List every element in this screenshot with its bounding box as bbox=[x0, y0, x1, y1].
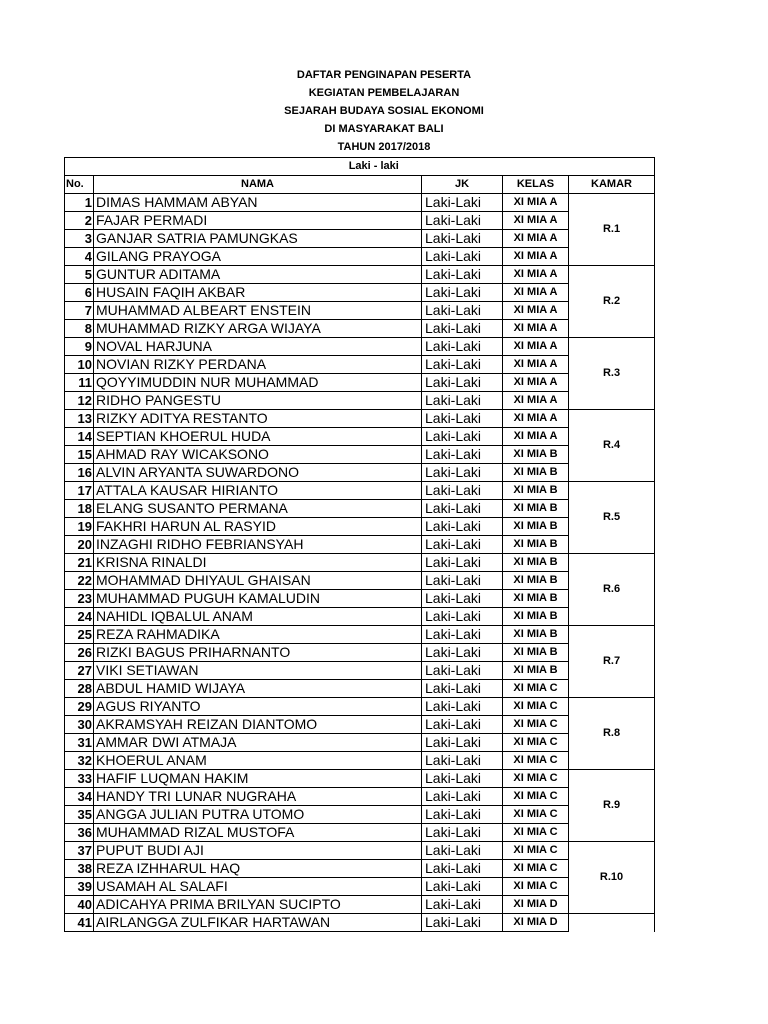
room-cell bbox=[569, 914, 655, 932]
table-row bbox=[65, 302, 655, 320]
row-number: 40 bbox=[65, 896, 94, 914]
row-kelas: XI MIA C bbox=[503, 806, 569, 824]
row-nama: REZA RAHMADIKA bbox=[94, 626, 422, 644]
room-cell: R.8 bbox=[569, 698, 655, 770]
row-nama: PUPUT BUDI AJI bbox=[94, 842, 422, 860]
table-row bbox=[65, 878, 655, 896]
row-kelas: XI MIA A bbox=[503, 428, 569, 446]
table-row bbox=[65, 572, 655, 590]
row-nama: ABDUL HAMID WIJAYA bbox=[94, 680, 422, 698]
row-kelas: XI MIA C bbox=[503, 842, 569, 860]
row-jk: Laki-Laki bbox=[422, 572, 503, 590]
row-nama: FAKHRI HARUN AL RASYID bbox=[94, 518, 422, 536]
row-number: 18 bbox=[65, 500, 94, 518]
row-kelas: XI MIA B bbox=[503, 644, 569, 662]
table-row bbox=[65, 554, 655, 572]
row-kelas: XI MIA A bbox=[503, 194, 569, 212]
row-kelas: XI MIA A bbox=[503, 266, 569, 284]
row-number: 5 bbox=[65, 266, 94, 284]
row-kelas: XI MIA B bbox=[503, 500, 569, 518]
room-cell: R.4 bbox=[569, 410, 655, 482]
table-row bbox=[65, 770, 655, 788]
row-kelas: XI MIA D bbox=[503, 896, 569, 914]
row-kelas: XI MIA B bbox=[503, 536, 569, 554]
row-jk: Laki-Laki bbox=[422, 266, 503, 284]
room-cell: R.7 bbox=[569, 626, 655, 698]
row-kelas: XI MIA C bbox=[503, 734, 569, 752]
header-no: No. bbox=[65, 176, 94, 194]
title-line: KEGIATAN PEMBELAJARAN bbox=[308, 87, 460, 99]
table-row bbox=[65, 212, 655, 230]
row-kelas: XI MIA C bbox=[503, 824, 569, 842]
table-row bbox=[65, 500, 655, 518]
room-cell: R.3 bbox=[569, 338, 655, 410]
title-line: TAHUN 2017/2018 bbox=[337, 141, 431, 153]
row-number: 29 bbox=[65, 698, 94, 716]
table-row bbox=[65, 788, 655, 806]
row-nama: AKRAMSYAH REIZAN DIANTOMO bbox=[94, 716, 422, 734]
row-jk: Laki-Laki bbox=[422, 662, 503, 680]
row-nama: RIZKY ADITYA RESTANTO bbox=[94, 410, 422, 428]
row-kelas: XI MIA A bbox=[503, 410, 569, 428]
table-row bbox=[65, 446, 655, 464]
row-nama: AIRLANGGA ZULFIKAR HARTAWAN bbox=[94, 914, 422, 932]
row-number: 30 bbox=[65, 716, 94, 734]
table-row bbox=[65, 392, 655, 410]
row-number: 37 bbox=[65, 842, 94, 860]
row-number: 34 bbox=[65, 788, 94, 806]
title-line: DAFTAR PENGINAPAN PESERTA bbox=[296, 69, 472, 81]
table-row bbox=[65, 248, 655, 266]
row-number: 28 bbox=[65, 680, 94, 698]
table-row bbox=[65, 464, 655, 482]
row-jk: Laki-Laki bbox=[422, 284, 503, 302]
table-row bbox=[65, 410, 655, 428]
row-jk: Laki-Laki bbox=[422, 338, 503, 356]
row-number: 38 bbox=[65, 860, 94, 878]
row-kelas: XI MIA B bbox=[503, 590, 569, 608]
row-kelas: XI MIA C bbox=[503, 860, 569, 878]
row-nama: ALVIN ARYANTA SUWARDONO bbox=[94, 464, 422, 482]
row-nama: INZAGHI RIDHO FEBRIANSYAH bbox=[94, 536, 422, 554]
row-nama: NAHIDL IQBALUL ANAM bbox=[94, 608, 422, 626]
row-number: 36 bbox=[65, 824, 94, 842]
row-kelas: XI MIA A bbox=[503, 230, 569, 248]
row-nama: KHOERUL ANAM bbox=[94, 752, 422, 770]
table-row bbox=[65, 644, 655, 662]
row-number: 13 bbox=[65, 410, 94, 428]
row-jk: Laki-Laki bbox=[422, 878, 503, 896]
table-row bbox=[65, 230, 655, 248]
row-kelas: XI MIA A bbox=[503, 320, 569, 338]
table-row bbox=[65, 482, 655, 500]
row-jk: Laki-Laki bbox=[422, 446, 503, 464]
row-number: 11 bbox=[65, 374, 94, 392]
row-nama: MUHAMMAD PUGUH KAMALUDIN bbox=[94, 590, 422, 608]
row-nama: MUHAMMAD RIZKY ARGA WIJAYA bbox=[94, 320, 422, 338]
row-nama: USAMAH AL SALAFI bbox=[94, 878, 422, 896]
table-row bbox=[65, 194, 655, 212]
row-kelas: XI MIA B bbox=[503, 626, 569, 644]
row-kelas: XI MIA A bbox=[503, 356, 569, 374]
row-number: 20 bbox=[65, 536, 94, 554]
row-number: 19 bbox=[65, 518, 94, 536]
row-kelas: XI MIA C bbox=[503, 770, 569, 788]
table-row bbox=[65, 518, 655, 536]
room-cell: R.9 bbox=[569, 770, 655, 842]
table-row bbox=[65, 266, 655, 284]
table-row bbox=[65, 842, 655, 860]
row-nama: AMMAR DWI ATMAJA bbox=[94, 734, 422, 752]
row-jk: Laki-Laki bbox=[422, 392, 503, 410]
row-nama: ANGGA JULIAN PUTRA UTOMO bbox=[94, 806, 422, 824]
row-jk: Laki-Laki bbox=[422, 302, 503, 320]
row-jk: Laki-Laki bbox=[422, 248, 503, 266]
table-row bbox=[65, 752, 655, 770]
row-number: 12 bbox=[65, 392, 94, 410]
row-jk: Laki-Laki bbox=[422, 230, 503, 248]
room-cell: R.2 bbox=[569, 266, 655, 338]
header-jk: JK bbox=[422, 176, 503, 194]
row-number: 14 bbox=[65, 428, 94, 446]
row-jk: Laki-Laki bbox=[422, 320, 503, 338]
row-number: 15 bbox=[65, 446, 94, 464]
row-kelas: XI MIA A bbox=[503, 248, 569, 266]
table-row bbox=[65, 356, 655, 374]
row-number: 10 bbox=[65, 356, 94, 374]
row-nama: GILANG PRAYOGA bbox=[94, 248, 422, 266]
row-nama: MOHAMMAD DHIYAUL GHAISAN bbox=[94, 572, 422, 590]
row-number: 31 bbox=[65, 734, 94, 752]
row-number: 3 bbox=[65, 230, 94, 248]
row-nama: HAFIF LUQMAN HAKIM bbox=[94, 770, 422, 788]
row-jk: Laki-Laki bbox=[422, 860, 503, 878]
row-nama: QOYYIMUDDIN NUR MUHAMMAD bbox=[94, 374, 422, 392]
header-kamar: KAMAR bbox=[569, 176, 655, 194]
row-number: 7 bbox=[65, 302, 94, 320]
row-jk: Laki-Laki bbox=[422, 716, 503, 734]
row-kelas: XI MIA B bbox=[503, 662, 569, 680]
table-row bbox=[65, 536, 655, 554]
table-row bbox=[65, 374, 655, 392]
row-nama: HANDY TRI LUNAR NUGRAHA bbox=[94, 788, 422, 806]
table-row bbox=[65, 320, 655, 338]
row-kelas: XI MIA C bbox=[503, 716, 569, 734]
participant-table bbox=[64, 157, 655, 932]
row-number: 32 bbox=[65, 752, 94, 770]
row-nama: VIKI SETIAWAN bbox=[94, 662, 422, 680]
row-jk: Laki-Laki bbox=[422, 770, 503, 788]
header-kelas: KELAS bbox=[503, 176, 569, 194]
row-number: 23 bbox=[65, 590, 94, 608]
row-number: 1 bbox=[65, 194, 94, 212]
table-row bbox=[65, 608, 655, 626]
table-row bbox=[65, 716, 655, 734]
row-kelas: XI MIA A bbox=[503, 392, 569, 410]
row-nama: AHMAD RAY WICAKSONO bbox=[94, 446, 422, 464]
table-row bbox=[65, 284, 655, 302]
row-jk: Laki-Laki bbox=[422, 752, 503, 770]
row-number: 6 bbox=[65, 284, 94, 302]
row-nama: ELANG SUSANTO PERMANA bbox=[94, 500, 422, 518]
row-kelas: XI MIA A bbox=[503, 302, 569, 320]
table-row bbox=[65, 680, 655, 698]
row-kelas: XI MIA A bbox=[503, 338, 569, 356]
row-kelas: XI MIA C bbox=[503, 680, 569, 698]
row-nama: DIMAS HAMMAM ABYAN bbox=[94, 194, 422, 212]
row-number: 24 bbox=[65, 608, 94, 626]
row-nama: RIZKI BAGUS PRIHARNANTO bbox=[94, 644, 422, 662]
title-line: SEJARAH BUDAYA SOSIAL EKONOMI bbox=[284, 105, 484, 117]
row-kelas: XI MIA B bbox=[503, 464, 569, 482]
row-nama: NOVIAN RIZKY PERDANA bbox=[94, 356, 422, 374]
section-spacer bbox=[65, 158, 94, 176]
row-jk: Laki-Laki bbox=[422, 734, 503, 752]
row-jk: Laki-Laki bbox=[422, 410, 503, 428]
row-jk: Laki-Laki bbox=[422, 428, 503, 446]
table-row bbox=[65, 914, 655, 932]
row-number: 8 bbox=[65, 320, 94, 338]
row-jk: Laki-Laki bbox=[422, 788, 503, 806]
row-kelas: XI MIA B bbox=[503, 572, 569, 590]
table-row bbox=[65, 896, 655, 914]
row-nama: SEPTIAN KHOERUL HUDA bbox=[94, 428, 422, 446]
row-jk: Laki-Laki bbox=[422, 554, 503, 572]
row-kelas: XI MIA A bbox=[503, 212, 569, 230]
row-jk: Laki-Laki bbox=[422, 896, 503, 914]
row-jk: Laki-Laki bbox=[422, 194, 503, 212]
row-jk: Laki-Laki bbox=[422, 914, 503, 932]
row-jk: Laki-Laki bbox=[422, 698, 503, 716]
row-jk: Laki-Laki bbox=[422, 680, 503, 698]
table-row bbox=[65, 698, 655, 716]
row-jk: Laki-Laki bbox=[422, 590, 503, 608]
row-number: 4 bbox=[65, 248, 94, 266]
row-jk: Laki-Laki bbox=[422, 374, 503, 392]
row-number: 25 bbox=[65, 626, 94, 644]
table-row bbox=[65, 806, 655, 824]
row-jk: Laki-Laki bbox=[422, 644, 503, 662]
room-cell: R.1 bbox=[569, 194, 655, 266]
row-jk: Laki-Laki bbox=[422, 356, 503, 374]
row-number: 22 bbox=[65, 572, 94, 590]
title-line: DI MASYARAKAT BALI bbox=[324, 123, 444, 135]
row-nama: MUHAMMAD RIZAL MUSTOFA bbox=[94, 824, 422, 842]
table-row bbox=[65, 860, 655, 878]
room-cell: R.10 bbox=[569, 842, 655, 914]
row-kelas: XI MIA C bbox=[503, 752, 569, 770]
row-nama: RIDHO PANGESTU bbox=[94, 392, 422, 410]
row-nama: ATTALA KAUSAR HIRIANTO bbox=[94, 482, 422, 500]
row-jk: Laki-Laki bbox=[422, 212, 503, 230]
row-jk: Laki-Laki bbox=[422, 464, 503, 482]
row-kelas: XI MIA B bbox=[503, 482, 569, 500]
header-nama: NAMA bbox=[94, 176, 422, 194]
room-cell: R.5 bbox=[569, 482, 655, 554]
row-jk: Laki-Laki bbox=[422, 500, 503, 518]
row-jk: Laki-Laki bbox=[422, 518, 503, 536]
document-title bbox=[0, 66, 768, 156]
row-number: 21 bbox=[65, 554, 94, 572]
row-nama: HUSAIN FAQIH AKBAR bbox=[94, 284, 422, 302]
section-label: Laki - laki bbox=[94, 158, 655, 176]
row-kelas: XI MIA B bbox=[503, 554, 569, 572]
table-row bbox=[65, 626, 655, 644]
row-number: 2 bbox=[65, 212, 94, 230]
row-number: 33 bbox=[65, 770, 94, 788]
row-kelas: XI MIA A bbox=[503, 374, 569, 392]
header-row bbox=[65, 176, 655, 194]
room-cell: R.6 bbox=[569, 554, 655, 626]
row-kelas: XI MIA B bbox=[503, 608, 569, 626]
table-row bbox=[65, 734, 655, 752]
table-row bbox=[65, 338, 655, 356]
row-number: 41 bbox=[65, 914, 94, 932]
row-nama: KRISNA RINALDI bbox=[94, 554, 422, 572]
row-jk: Laki-Laki bbox=[422, 626, 503, 644]
row-number: 9 bbox=[65, 338, 94, 356]
row-kelas: XI MIA C bbox=[503, 788, 569, 806]
row-nama: REZA IZHHARUL HAQ bbox=[94, 860, 422, 878]
row-nama: GUNTUR ADITAMA bbox=[94, 266, 422, 284]
row-jk: Laki-Laki bbox=[422, 608, 503, 626]
row-number: 27 bbox=[65, 662, 94, 680]
row-jk: Laki-Laki bbox=[422, 824, 503, 842]
row-kelas: XI MIA C bbox=[503, 878, 569, 896]
row-nama: FAJAR PERMADI bbox=[94, 212, 422, 230]
row-nama: NOVAL HARJUNA bbox=[94, 338, 422, 356]
table-row bbox=[65, 428, 655, 446]
row-jk: Laki-Laki bbox=[422, 806, 503, 824]
row-number: 17 bbox=[65, 482, 94, 500]
row-jk: Laki-Laki bbox=[422, 482, 503, 500]
row-kelas: XI MIA C bbox=[503, 698, 569, 716]
row-nama: MUHAMMAD ALBEART ENSTEIN bbox=[94, 302, 422, 320]
row-kelas: XI MIA B bbox=[503, 518, 569, 536]
table-row bbox=[65, 662, 655, 680]
row-nama: GANJAR SATRIA PAMUNGKAS bbox=[94, 230, 422, 248]
row-number: 26 bbox=[65, 644, 94, 662]
table-row bbox=[65, 590, 655, 608]
row-nama: AGUS RIYANTO bbox=[94, 698, 422, 716]
row-number: 35 bbox=[65, 806, 94, 824]
row-kelas: XI MIA B bbox=[503, 446, 569, 464]
row-number: 39 bbox=[65, 878, 94, 896]
section-row bbox=[65, 158, 655, 176]
row-nama: ADICAHYA PRIMA BRILYAN SUCIPTO bbox=[94, 896, 422, 914]
row-jk: Laki-Laki bbox=[422, 536, 503, 554]
table-row bbox=[65, 824, 655, 842]
row-jk: Laki-Laki bbox=[422, 842, 503, 860]
row-kelas: XI MIA A bbox=[503, 284, 569, 302]
row-kelas: XI MIA D bbox=[503, 914, 569, 932]
row-number: 16 bbox=[65, 464, 94, 482]
